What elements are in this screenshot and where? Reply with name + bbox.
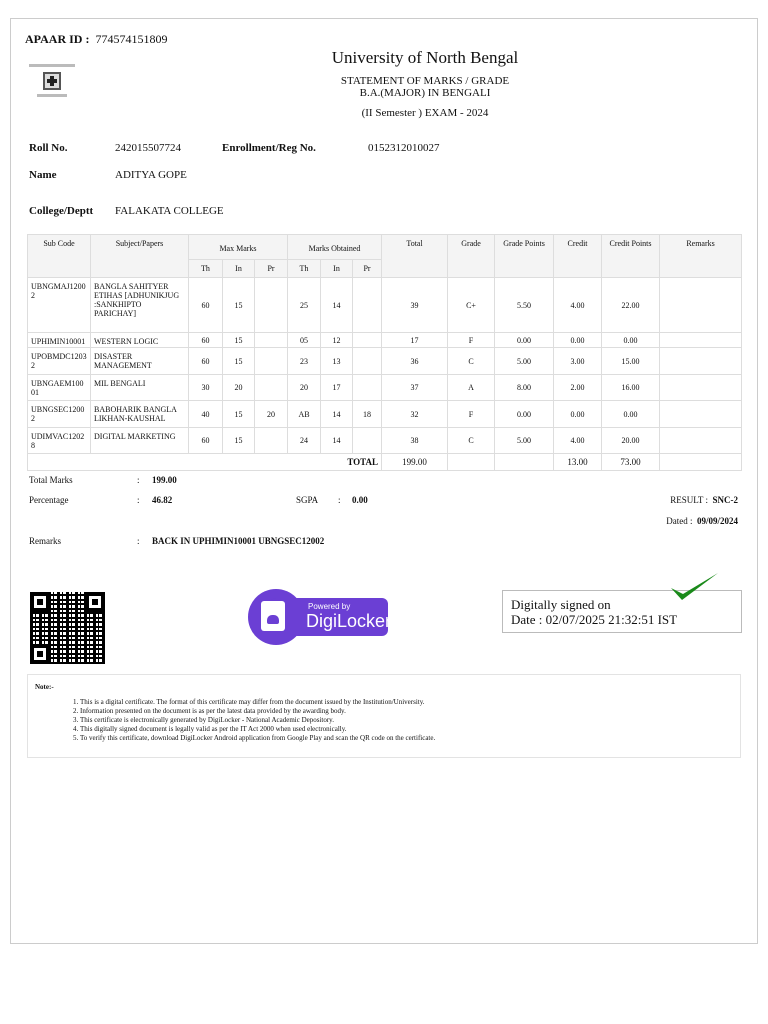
roll-label: Roll No. (29, 142, 68, 154)
signed-on: Digitally signed on (511, 597, 611, 612)
note-item: 3. This certificate is electronically generated by DigiLocker - National Academic Depository. (80, 716, 435, 725)
cell-subject: MIL BENGALI (91, 375, 189, 401)
total-label: TOTAL (28, 454, 382, 471)
cell-code: UPHIMIN10001 (28, 333, 91, 348)
cell-code: UBNGSEC12002 (28, 401, 91, 428)
header-remarks: Remarks (660, 235, 742, 278)
signed-date: Date : 02/07/2025 21:32:51 IST (511, 612, 678, 627)
college-value: FALAKATA COLLEGE (115, 205, 224, 217)
name-label: Name (29, 169, 57, 181)
header-credit: Credit (554, 235, 602, 278)
total-gp-cell (495, 454, 554, 471)
header-max-pr: Pr (255, 260, 288, 278)
cell-gp: 5.50 (495, 278, 554, 333)
cell-max-pr (255, 278, 288, 333)
exam-name: (II Semester ) EXAM - 2024 (361, 107, 489, 119)
table-row (28, 333, 742, 348)
roll-value: 242015507724 (115, 142, 181, 154)
cell-ob-th: 05 (288, 333, 321, 348)
header-max-marks: Max Marks (189, 235, 288, 260)
apaar-label: APAAR ID : (25, 32, 90, 46)
result-label: RESULT : (670, 495, 708, 505)
cell-max-th: 60 (189, 348, 223, 375)
cell-cp: 15.00 (602, 348, 660, 375)
cell-ob-pr (353, 428, 382, 454)
total-remarks-cell (660, 454, 742, 471)
header-total: Total (382, 235, 448, 278)
cell-max-pr (255, 375, 288, 401)
powered-by: Powered by (308, 602, 351, 611)
header-ob-in: In (321, 260, 353, 278)
college-label: College/Deptt (29, 205, 94, 217)
page-frame (10, 18, 758, 944)
university-logo (27, 64, 77, 106)
cell-gp: 8.00 (495, 375, 554, 401)
enroll-value: 0152312010027 (368, 142, 440, 154)
cell-subject: WESTERN LOGIC (91, 333, 189, 348)
cell-grade: F (448, 333, 495, 348)
cell-grade: A (448, 375, 495, 401)
colon: : (137, 495, 140, 505)
course-name: B.A.(MAJOR) IN BENGALI (359, 87, 491, 99)
cell-max-in: 15 (223, 278, 255, 333)
note-item: 2. Information presented on the document is as per the latest data provided by the awarding body. (80, 707, 435, 716)
total-marks: 199.00 (382, 454, 448, 471)
cell-ob-th: AB (288, 401, 321, 428)
digilocker-logo (248, 589, 390, 645)
cell-gp: 0.00 (495, 333, 554, 348)
cell-code: UDIMVAC12028 (28, 428, 91, 454)
cell-max-th: 60 (189, 333, 223, 348)
cell-max-pr (255, 348, 288, 375)
header-subject: Subject/Papers (91, 235, 189, 278)
cell-remarks (660, 348, 742, 375)
header-max-th: Th (189, 260, 223, 278)
header-ob-th: Th (288, 260, 321, 278)
cell-ob-th: 20 (288, 375, 321, 401)
note-item: 1. This is a digital certificate. The format of this certificate may differ from the document issued by the Institution/University. (80, 698, 435, 707)
result-value: SNC-2 (712, 495, 738, 505)
qr-code[interactable] (30, 592, 105, 664)
cell-remarks (660, 401, 742, 428)
cell-ob-th: 24 (288, 428, 321, 454)
table-row (28, 375, 742, 401)
cell-code: UBNGAEM10001 (28, 375, 91, 401)
cell-ob-pr (353, 375, 382, 401)
colon: : (338, 495, 341, 505)
table-row (28, 401, 742, 428)
cell-max-in: 15 (223, 333, 255, 348)
cell-max-in: 15 (223, 348, 255, 375)
table-row (28, 428, 742, 454)
apaar-id (25, 32, 167, 47)
cell-grade: F (448, 401, 495, 428)
cell-ob-in: 12 (321, 333, 353, 348)
total-credit: 13.00 (554, 454, 602, 471)
digilocker-name: DigiLocker (306, 611, 392, 631)
cell-ob-th: 25 (288, 278, 321, 333)
cell-subject: DIGITAL MARKETING (91, 428, 189, 454)
cell-cp: 20.00 (602, 428, 660, 454)
cell-credit: 4.00 (554, 428, 602, 454)
statement-title: STATEMENT OF MARKS / GRADE (340, 75, 510, 87)
total-row (28, 454, 742, 471)
cell-ob-in: 13 (321, 348, 353, 375)
cell-grade: C (448, 428, 495, 454)
cell-credit: 4.00 (554, 278, 602, 333)
cell-credit: 2.00 (554, 375, 602, 401)
header-grade-points: Grade Points (495, 235, 554, 278)
cell-total: 38 (382, 428, 448, 454)
cell-ob-in: 14 (321, 278, 353, 333)
cell-max-th: 30 (189, 375, 223, 401)
cell-cp: 0.00 (602, 401, 660, 428)
name-value: ADITYA GOPE (115, 169, 187, 181)
cell-max-pr (255, 428, 288, 454)
cell-max-th: 40 (189, 401, 223, 428)
cell-remarks (660, 428, 742, 454)
cell-ob-pr (353, 333, 382, 348)
cell-grade: C+ (448, 278, 495, 333)
cell-grade: C (448, 348, 495, 375)
cell-ob-pr (353, 278, 382, 333)
cell-max-th: 60 (189, 428, 223, 454)
note-item: 5. To verify this certificate, download DigiLocker Android application from Google Play and scan the QR code on the certificate. (80, 734, 435, 743)
total-credit-points: 73.00 (602, 454, 660, 471)
cell-max-pr (255, 333, 288, 348)
cell-ob-pr: 18 (353, 401, 382, 428)
cell-remarks (660, 333, 742, 348)
table-row (28, 278, 742, 333)
note-item: 4. This digitally signed document is legally valid as per the IT Act 2000 when used electronically. (80, 725, 435, 734)
header-ob-pr: Pr (353, 260, 382, 278)
cell-gp: 5.00 (495, 428, 554, 454)
cell-subject: DISASTER MANAGEMENT (91, 348, 189, 375)
cell-ob-th: 23 (288, 348, 321, 375)
colon: : (137, 475, 140, 485)
remarks-label: Remarks (29, 536, 61, 546)
remarks-value: BACK IN UPHIMIN10001 UBNGSEC12002 (152, 536, 325, 546)
table-row (28, 348, 742, 375)
cell-code: UBNGMAJ12002 (28, 278, 91, 333)
cell-max-in: 20 (223, 375, 255, 401)
header-grade: Grade (448, 235, 495, 278)
total-marks-label: Total Marks (29, 475, 73, 485)
cell-ob-pr (353, 348, 382, 375)
checkmark-icon (668, 570, 720, 604)
cell-max-in: 15 (223, 401, 255, 428)
cell-credit: 0.00 (554, 333, 602, 348)
cell-max-pr: 20 (255, 401, 288, 428)
cell-cp: 16.00 (602, 375, 660, 401)
cell-subject: BANGLA SAHITYER ETIHAS [ADHUNIKJUG :SANKHIPTO PARICHAY] (91, 278, 189, 333)
cell-gp: 0.00 (495, 401, 554, 428)
cell-credit: 3.00 (554, 348, 602, 375)
dated-value: 09/09/2024 (696, 516, 738, 526)
percentage-value: 46.82 (152, 495, 173, 505)
cell-max-th: 60 (189, 278, 223, 333)
dated-label: Dated : (666, 516, 693, 526)
cell-ob-in: 14 (321, 428, 353, 454)
notes-box (27, 674, 741, 758)
cell-cp: 0.00 (602, 333, 660, 348)
total-marks-value: 199.00 (152, 475, 177, 485)
header-max-in: In (223, 260, 255, 278)
header-credit-points: Credit Points (602, 235, 660, 278)
cell-code: UPOBMDC12032 (28, 348, 91, 375)
university-name: University of North Bengal (331, 48, 519, 67)
note-title: Note:- (35, 683, 54, 691)
cell-remarks (660, 375, 742, 401)
cell-total: 17 (382, 333, 448, 348)
cell-total: 32 (382, 401, 448, 428)
colon: : (137, 536, 140, 546)
cell-total: 37 (382, 375, 448, 401)
marks-table (27, 234, 742, 471)
enroll-label: Enrollment/Reg No. (222, 142, 316, 154)
cell-ob-in: 14 (321, 401, 353, 428)
document-cloud-icon (261, 601, 285, 631)
percentage-label: Percentage (29, 495, 69, 505)
cell-subject: BABOHARIK BANGLA LIKHAN-KAUSHAL (91, 401, 189, 428)
cell-total: 39 (382, 278, 448, 333)
cell-ob-in: 17 (321, 375, 353, 401)
apaar-value: 774574151809 (95, 32, 168, 46)
cell-cp: 22.00 (602, 278, 660, 333)
header-sub-code: Sub Code (28, 235, 91, 278)
sgpa-label: SGPA (296, 495, 319, 505)
cell-remarks (660, 278, 742, 333)
sgpa-value: 0.00 (352, 495, 368, 505)
cell-gp: 5.00 (495, 348, 554, 375)
cell-total: 36 (382, 348, 448, 375)
header-marks-obtained: Marks Obtained (288, 235, 382, 260)
total-grade-cell (448, 454, 495, 471)
cell-credit: 0.00 (554, 401, 602, 428)
cell-max-in: 15 (223, 428, 255, 454)
